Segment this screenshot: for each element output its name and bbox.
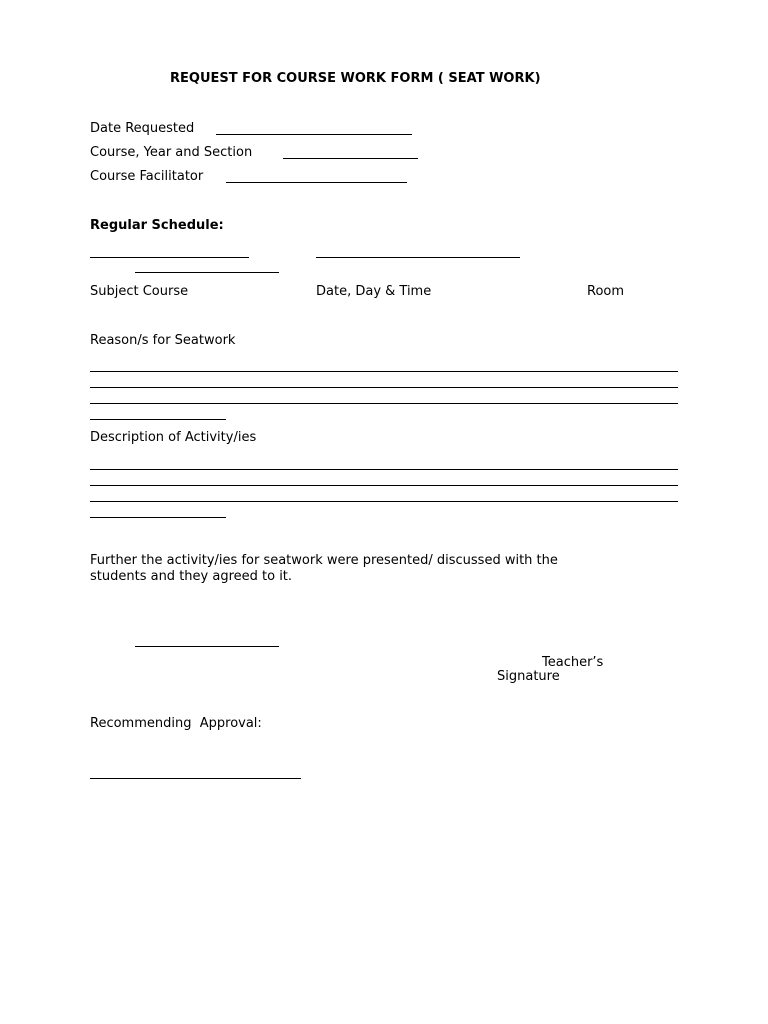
description-line[interactable] [90,485,678,486]
date-requested-label: Date Requested [90,121,195,136]
teacher-signature-line[interactable] [135,646,279,647]
room-line[interactable] [135,272,279,273]
reasons-label: Reason/s for Seatwork [90,333,236,348]
reasons-line[interactable] [90,387,678,388]
date-requested-line[interactable] [216,134,412,135]
description-label: Description of Activity/ies [90,430,257,445]
date-day-time-line[interactable] [316,257,520,258]
description-line[interactable] [90,517,226,518]
description-line[interactable] [90,501,678,502]
subject-course-label: Subject Course [90,284,189,299]
date-day-time-label: Date, Day & Time [316,284,432,299]
subject-course-line[interactable] [90,257,249,258]
course-facilitator-line[interactable] [226,182,407,183]
recommending-approval-line[interactable] [90,778,301,779]
reasons-line[interactable] [90,403,678,404]
form-title: REQUEST FOR COURSE WORK FORM ( SEAT WORK) [170,71,541,86]
description-line[interactable] [90,469,678,470]
reasons-line[interactable] [90,419,226,420]
teacher-signature-label-2: Signature [497,669,560,684]
course-year-section-label: Course, Year and Section [90,145,253,160]
room-label: Room [587,284,625,299]
course-facilitator-label: Course Facilitator [90,169,204,184]
teacher-signature-label-1: Teacher’s [542,655,604,670]
regular-schedule-heading: Regular Schedule: [90,218,224,233]
statement-line-1: Further the activity/ies for seatwork were presented/ discussed with the [90,553,558,568]
recommending-approval-label: Recommending Approval: [90,716,262,731]
course-year-section-line[interactable] [283,158,418,159]
statement-line-2: students and they agreed to it. [90,569,293,584]
reasons-line[interactable] [90,371,678,372]
